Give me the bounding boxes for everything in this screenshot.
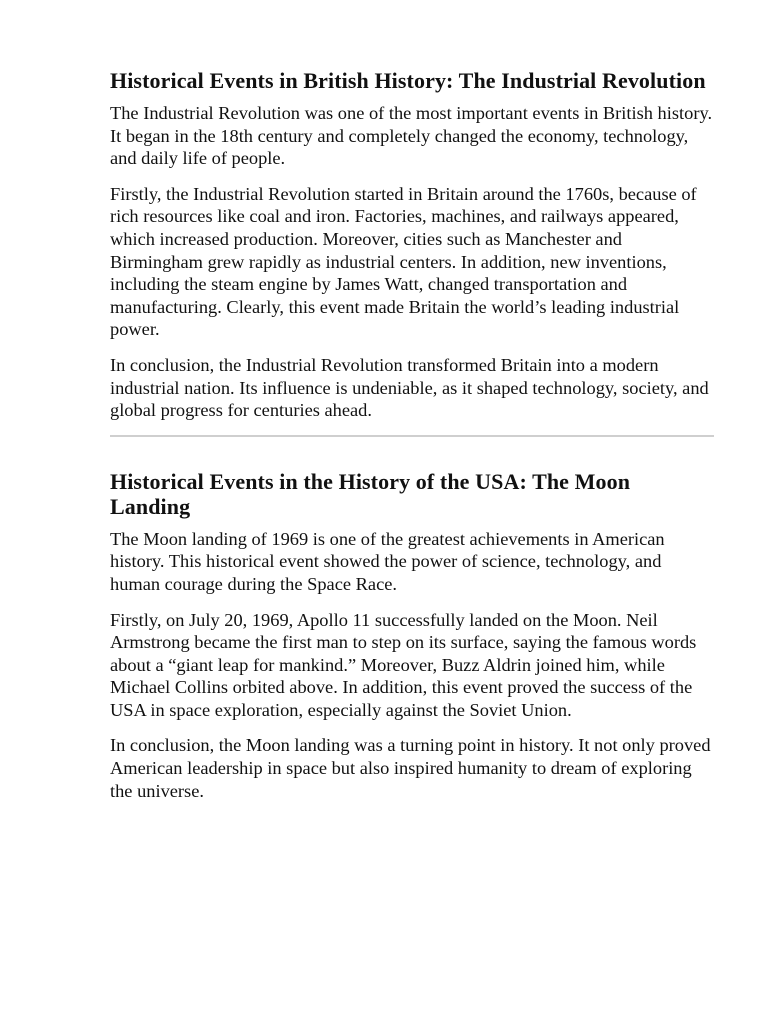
- article-title: Historical Events in the History of the USA: The Moon Landing: [110, 468, 631, 519]
- article-industrial-revolution: [110, 68, 714, 422]
- document-page: [110, 68, 714, 815]
- intro-paragraph: The Industrial Revolution was one of the most important events in British history. It began in the 18th century and completely changed the economy, technology, and daily life of people.: [110, 103, 713, 169]
- article-title: Historical Events in British History: The Industrial Revolution: [110, 68, 706, 93]
- section-divider: [110, 435, 714, 437]
- conclusion-paragraph: In conclusion, the Industrial Revolution transformed Britain into a modern industrial nation. Its influence is undeniable, as it shaped technology, society, and global progress for centuries ahead.: [110, 354, 709, 421]
- article-moon-landing: [110, 469, 714, 803]
- intro-paragraph: The Moon landing of 1969 is one of the greatest achievements in American history. This historical event showed the power of science, technology, and human courage during the Space Race.: [110, 528, 665, 594]
- conclusion-paragraph: In conclusion, the Moon landing was a turning point in history. It not only proved American leadership in space but also inspired humanity to dream of exploring the universe.: [110, 735, 711, 801]
- body-paragraph: Firstly, on July 20, 1969, Apollo 11 successfully landed on the Moon. Neil Armstrong became the first man to step on its surface, saying the famous words about a “giant leap for mankind.” Moreover, Buzz Aldrin joined him, while Michael Collins orbited above. In addition, this event proved the success of the USA in space exploration, especially against the Soviet Union.: [110, 609, 697, 720]
- body-paragraph: Firstly, the Industrial Revolution started in Britain around the 1760s, because of rich resources like coal and iron. Factories, machines, and railways appeared, which increased production. Moreover, cities such as Manchester and Birmingham grew rapidly as industrial centers. In addition, new inventions, including the steam engine by James Watt, changed transportation and manufacturing. Clearly, this event made Britain the world’s leading industrial power.: [110, 183, 697, 340]
